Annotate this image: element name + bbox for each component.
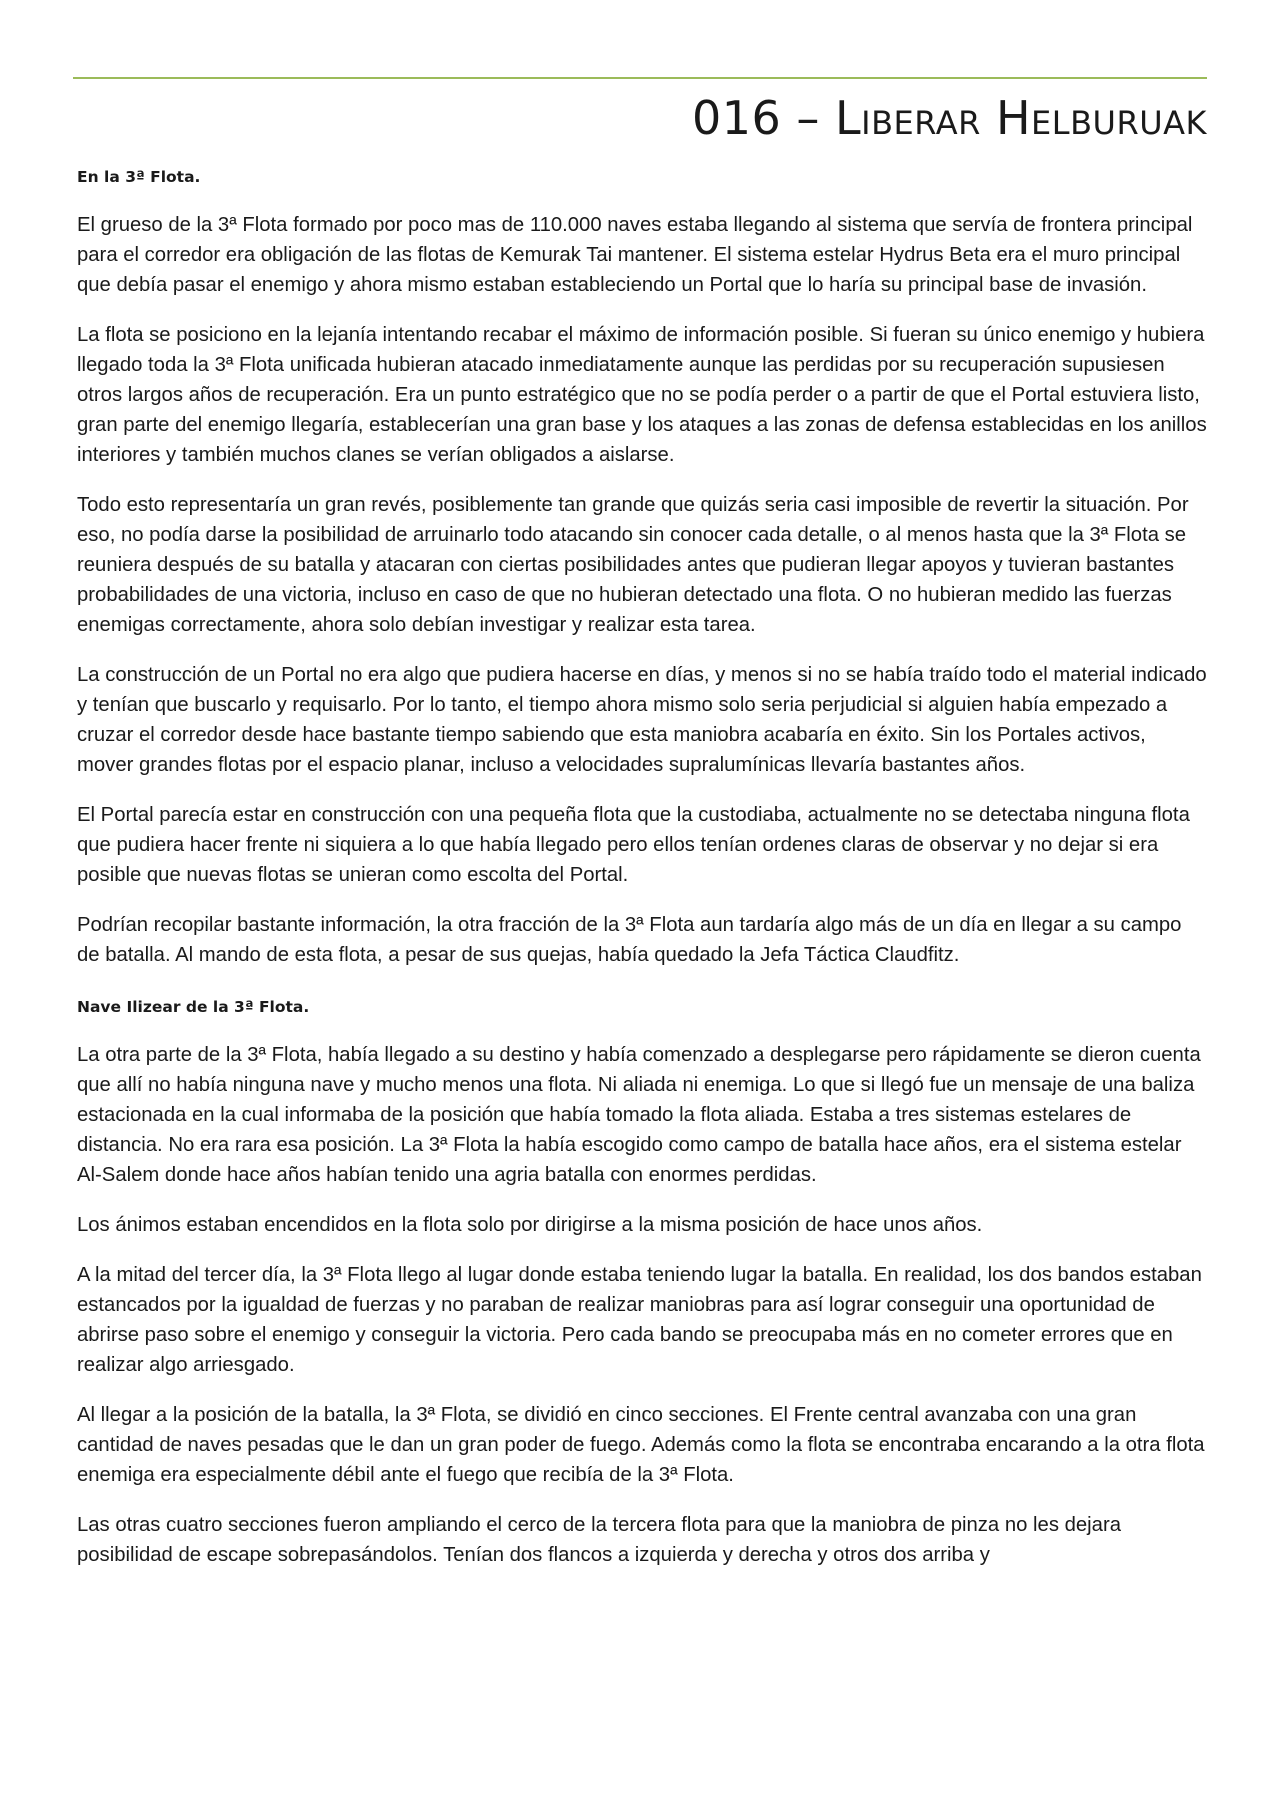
body-paragraph: Todo esto representaría un gran revés, posiblemente tan grande que quizás seria casi imposible de revertir la situación. Por eso, no podía darse la posibilidad de arruinarlo todo atacando sin conocer cada detalle, o al menos hasta que la 3ª Flota se reuniera después de su batalla y atacaran con ciertas posibilidades antes que pudieran llegar apoyos y tuvieran bastantes probabilidades de una victoria, incluso en caso de que no hubieran detectado una flota. O no hubieran medido las fuerzas enemigas correctamente, ahora solo debían investigar y realizar esta tarea. xyxy=(77,494,1189,636)
section-heading: En la 3ª Flota. xyxy=(77,168,201,186)
body-paragraph: El grueso de la 3ª Flota formado por poco mas de 110.000 naves estaba llegando al sistema que servía de frontera principal para el corredor era obligación de las flotas de Kemurak Tai mantener. El sistema estelar Hydrus Beta era el muro principal que debía pasar el enemigo y ahora mismo estaban estableciendo un Portal que lo haría su principal base de invasión. xyxy=(77,214,1193,296)
chapter-title: 016 – Liberar Helburuak xyxy=(691,91,1207,145)
body-paragraph: La flota se posiciono en la lejanía intentando recabar el máximo de información posible. Si fueran su único enemigo y hubiera llegado toda la 3ª Flota unificada hubieran atacado inmediatamente aunque las perdidas por su recuperación supusiesen otros largos años de recuperación. Era un punto estratégico que no se podía perder o a partir de que el Portal estuviera listo, gran parte del enemigo llegaría, establecerían una gran base y los ataques a las zonas de defensa establecidas en los anillos interiores y también muchos clanes se verían obligados a aislarse. xyxy=(77,324,1207,466)
body-paragraph: Podrían recopilar bastante información, la otra fracción de la 3ª Flota aun tardaría algo más de un día en llegar a su campo de batalla. Al mando de esta flota, a pesar de sus quejas, había quedado la Jefa Táctica Claudfitz. xyxy=(77,914,1182,966)
body-paragraph: Al llegar a la posición de la batalla, la 3ª Flota, se dividió en cinco secciones. El Frente central avanzaba con una gran cantidad de naves pesadas que le dan un gran poder de fuego. Además como la flota se encontraba encarando a la otra flota enemiga era especialmente débil ante el fuego que recibía de la 3ª Flota. xyxy=(77,1404,1205,1486)
body-paragraph: La construcción de un Portal no era algo que pudiera hacerse en días, y menos si no se había traído todo el material indicado y tenían que buscarlo y requisarlo. Por lo tanto, el tiempo ahora mismo solo seria perjudicial si alguien había empezado a cruzar el corredor desde hace bastante tiempo sabiendo que esta maniobra acabaría en éxito. Sin los Portales activos, mover grandes flotas por el espacio planar, incluso a velocidades supralumínicas llevaría bastantes años. xyxy=(77,664,1207,776)
body-paragraph: La otra parte de la 3ª Flota, había llegado a su destino y había comenzado a desplegarse pero rápidamente se dieron cuenta que allí no había ninguna nave y mucho menos una flota. Ni aliada ni enemiga. Lo que si llegó fue un mensaje de una baliza estacionada en la cual informaba de la posición que había tomado la flota aliada. Estaba a tres sistemas estelares de distancia. No era rara esa posición. La 3ª Flota la había escogido como campo de batalla hace años, era el sistema estelar Al-Salem donde hace años habían tenido una agria batalla con enormes perdidas. xyxy=(77,1044,1201,1186)
body-paragraph: El Portal parecía estar en construcción con una pequeña flota que la custodiaba, actualmente no se detectaba ninguna flota que pudiera hacer frente ni siquiera a lo que había llegado pero ellos tenían ordenes claras de observar y no dejar si era posible que nuevas flotas se unieran como escolta del Portal. xyxy=(77,804,1190,886)
body-paragraph: Los ánimos estaban encendidos en la flota solo por dirigirse a la misma posición de hace unos años. xyxy=(77,1214,983,1236)
section-heading: Nave Ilizear de la 3ª Flota. xyxy=(77,998,310,1016)
body-paragraph: A la mitad del tercer día, la 3ª Flota llego al lugar donde estaba teniendo lugar la batalla. En realidad, los dos bandos estaban estancados por la igualdad de fuerzas y no paraban de realizar maniobras para así lograr conseguir una oportunidad de abrirse paso sobre el enemigo y conseguir la victoria. Pero cada bando se preocupaba más en no cometer errores que en realizar algo arriesgado. xyxy=(77,1264,1202,1376)
body-paragraph: Las otras cuatro secciones fueron ampliando el cerco de la tercera flota para que la maniobra de pinza no les dejara posibilidad de escape sobrepasándolos. Tenían dos flancos a izquierda y derecha y otros dos arriba y xyxy=(77,1514,1121,1566)
header-rule xyxy=(73,77,1207,79)
document-body xyxy=(77,160,1207,1590)
